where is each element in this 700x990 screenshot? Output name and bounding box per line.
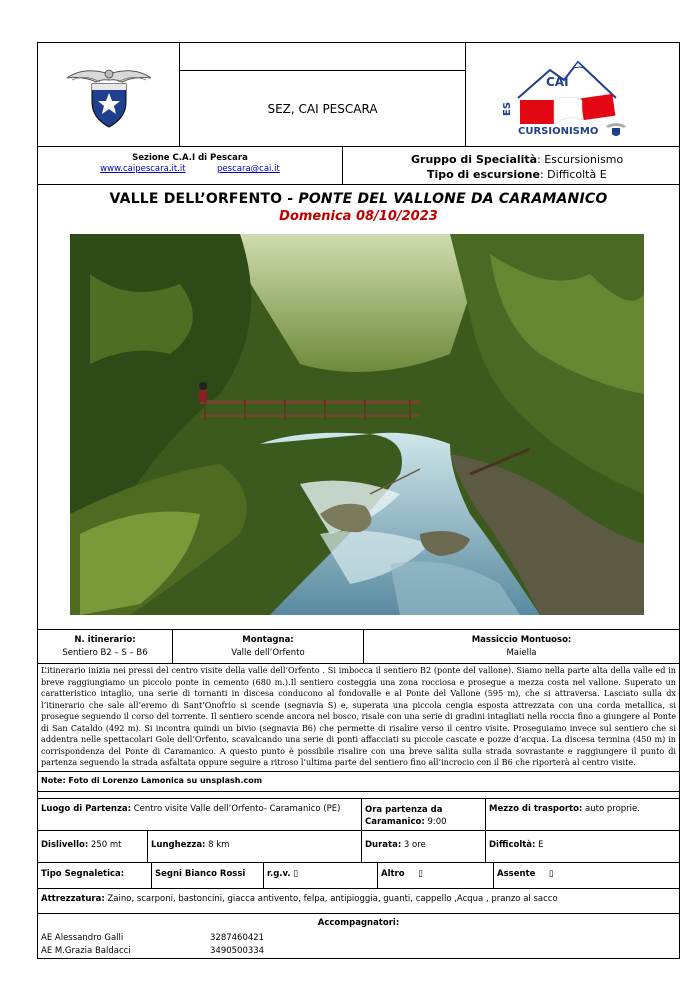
title-italic: PONTE DEL VALLONE DA CARAMANICO xyxy=(298,191,608,207)
massiccio xyxy=(364,630,679,663)
attrezzatura: Attrezzatura: Zaino, scarponi, bastoncini, giacca antivento, felpa, antipioggia, guanti, cappello ,Acqua , pranzo al sacco xyxy=(38,889,679,914)
itinerary-number-label: N. itinerario: xyxy=(74,635,136,645)
tipo-label: Tipo di escursione xyxy=(427,168,540,181)
mezzo-trasporto: Mezzo di trasporto: auto proprie. xyxy=(489,804,640,814)
logo-cursionismo-text: CURSIONISMO xyxy=(517,125,598,137)
cai-emblem xyxy=(38,43,180,146)
gruppo-info xyxy=(343,147,679,184)
altro-option: Altro ▯ xyxy=(378,863,494,888)
cai-eagle-shield-icon xyxy=(64,60,154,130)
header-middle xyxy=(180,43,466,146)
massiccio-label: Massiccio Montuoso: xyxy=(471,635,572,645)
montagna-label: Montagna: xyxy=(242,635,294,645)
tipo-value: : Difficoltà E xyxy=(539,168,607,181)
segnaletica-label: Tipo Segnaletica: xyxy=(38,863,152,888)
assente-option: Assente ▯ xyxy=(497,869,554,879)
rgv-checkbox[interactable]: ▯ xyxy=(293,869,298,879)
info-row xyxy=(38,147,679,185)
sezione-name: Sezione C.A.I di Pescara xyxy=(132,153,248,163)
accompagnatori-title: Accompagnatori: xyxy=(317,918,400,928)
itinerary-number-value: Sentiero B2 – S – B6 xyxy=(62,648,148,658)
dislivello: Dislivello: 250 mt xyxy=(38,831,148,862)
details-row-2 xyxy=(38,831,679,863)
montagna-value: Valle dell’Orfento xyxy=(231,648,305,658)
email-link[interactable]: pescara@cai.it xyxy=(217,164,280,174)
river-photo xyxy=(70,234,644,615)
accompagnatore-name: AE Alessandro Galli xyxy=(41,933,124,943)
rgv-option: r.g.v. ▯ xyxy=(264,863,378,888)
accompagnatori xyxy=(38,914,679,958)
ora-partenza: Ora partenza da Caramanico: 9:00 xyxy=(362,799,486,830)
lunghezza: Lunghezza: 8 km xyxy=(148,831,362,862)
durata: Durata: 3 ore xyxy=(362,831,486,862)
details-row-1 xyxy=(38,799,679,831)
itinerary-number xyxy=(38,630,173,663)
logo-cai-text: CAI xyxy=(545,74,569,89)
segnaletica-row xyxy=(38,863,679,889)
section-title: SEZ, CAI PESCARA xyxy=(267,101,378,116)
accompagnatore-name: AE M.Grazia Baldacci xyxy=(41,946,131,956)
massiccio-value: Maiella xyxy=(506,648,537,658)
photo-note: Note: Foto di Lorenzo Lamonica su unsplash.com xyxy=(38,772,679,792)
escursionismo-logo-icon xyxy=(498,50,648,140)
header-row xyxy=(38,43,679,147)
difficolta: Difficoltà: E xyxy=(489,840,544,850)
gruppo-label: Gruppo di Specialità xyxy=(411,153,538,166)
luogo-partenza: Luogo di Partenza: Centro visite Valle dell’Orfento- Caramanico (PE) xyxy=(38,799,362,830)
gruppo-value: : Escursionismo xyxy=(537,153,624,166)
assente-checkbox[interactable]: ▯ xyxy=(548,869,554,879)
section-info xyxy=(38,147,343,184)
excursion-title xyxy=(38,191,679,207)
accompagnatore-phone: 3490500334 xyxy=(210,946,265,956)
title-section xyxy=(38,191,679,630)
document-page xyxy=(37,42,680,959)
title-main: VALLE DELL’ORFENTO - xyxy=(109,191,299,207)
montagna xyxy=(173,630,364,663)
website-link[interactable]: www.caipescara.it.it xyxy=(100,164,186,174)
accompagnatore-phone: 3287460421 xyxy=(210,933,265,943)
itinerary-row xyxy=(38,630,679,664)
itinerary-description: L’itinerario inizia nei pressi del centro visite della valle dell’Orfento . Si imbocca il sentiero B2 (ponte del vallone). Siamo nella parte alta della valle ed in breve raggiungiamo un piccolo ponte in cemento (680 m.).Il sentiero costeggia una zona rocciosa e prosegue a mezza costa nel vallone. Superato un caratteristico intaglio, una serie di tornanti in discesa conducono al fondovalle e al Ponte del Vallone (595 m), che si attraversa. Lasciato sulla dx l’itinerario che sale all’eremo di Sant’Onofrio si scende (segnavia S) e, superata una piccola cengia esposta attrezzata con una corda metallica, si prosegue seguendo il corso del torrente. Il sentiero scende ancora nel bosco, risale con una serie di gradini intagliati nella roccia fino a giungere al Ponte di San Cataldo (492 m). Si incontra quindi un bivio (segnavia B6) che permette di risalire verso il centro visite. Proseguiamo invece sul sentiero che si addentra nelle spettacolari Gole dell’Orfento, scavalcando una serie di ponti affacciati su piccole cascate e pozze d’acqua. La discesa termina (450 m) in corrispondenza del Ponte di Caramanico. A questo punto è possibile risalire con una breve salita sulla strada sovrastante e raggiungere il punto di partenza seguendo la strada asfaltata oppure seguire a ritroso l’ultima parte del sentiero fino all’incrocio con il B6 che riporterà al centro visite. xyxy=(38,664,679,772)
escursionismo-logo xyxy=(466,43,679,146)
segni-bianco-rossi: Segni Bianco Rossi xyxy=(152,863,264,888)
altro-checkbox[interactable]: ▯ xyxy=(418,869,423,879)
logo-es-text: ES xyxy=(501,101,513,116)
excursion-date: Domenica 08/10/2023 xyxy=(279,209,438,224)
